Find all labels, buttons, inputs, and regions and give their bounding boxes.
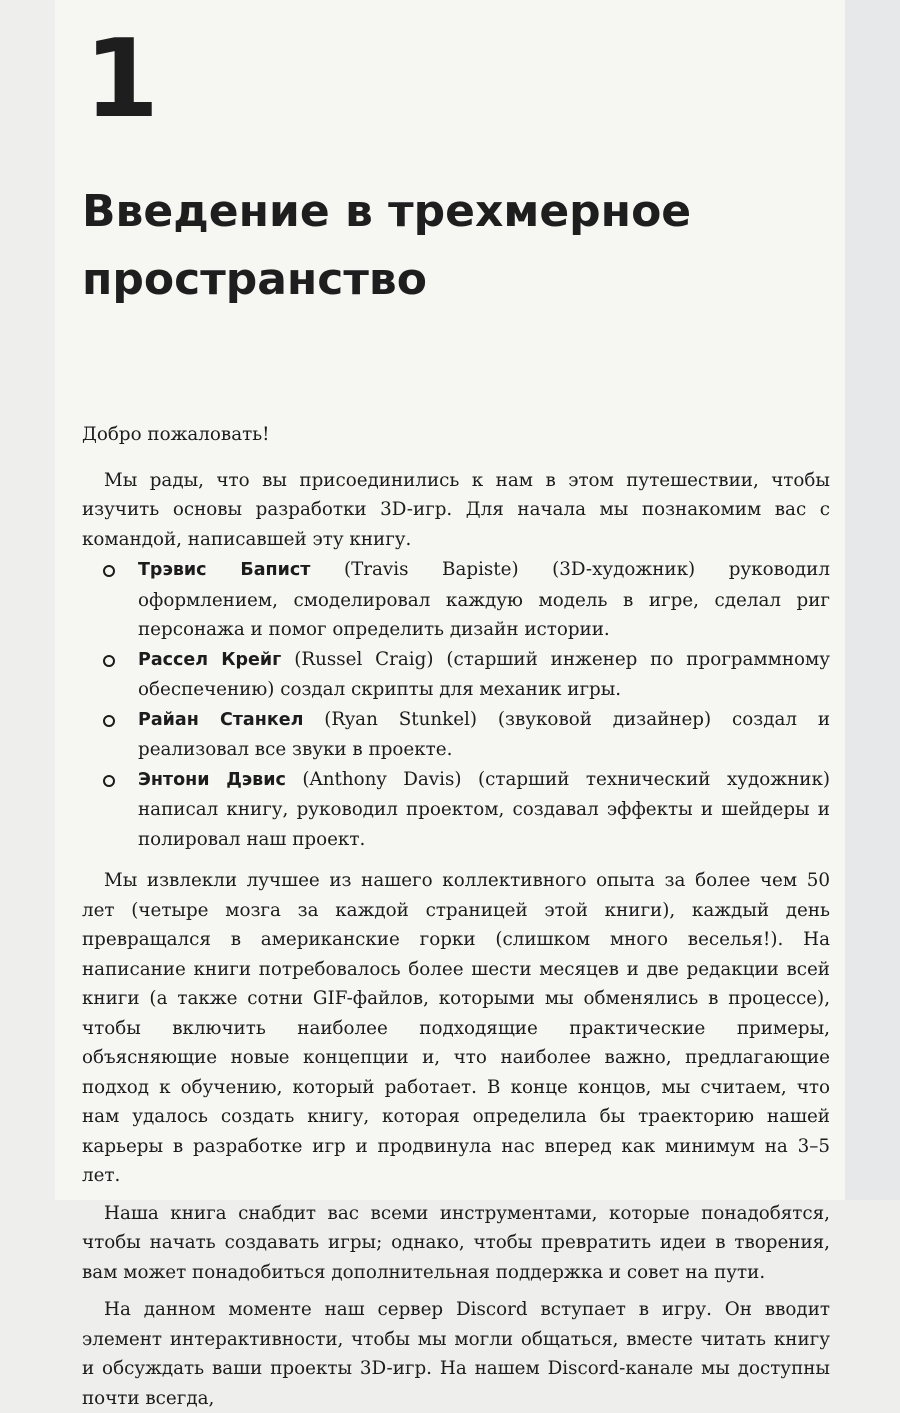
team-member-item — [138, 555, 830, 645]
bullet-circle-icon — [103, 655, 115, 667]
team-member-name: Рассел Крейг — [138, 649, 282, 670]
team-member-name: Энтони Дэвис — [138, 769, 286, 790]
team-member-description: (Travis Bapiste) (3D-художник) руководил оформлением, смоделировал каждую модель в игре, сделал риг персонажа и помог определить дизайн истории. — [138, 559, 830, 640]
chapter-number: 1 — [84, 17, 160, 142]
team-member-description: (Russel Craig) (старший инженер по программному обеспечению) создал скрипты для механик игры. — [138, 648, 830, 700]
bullet-circle-icon — [103, 715, 115, 727]
bullet-circle-icon — [103, 775, 115, 787]
team-member-description: (Anthony Davis) (старший технический художник) написал книгу, руководил проектом, создавал эффекты и шейдеры и полировал наш проект. — [138, 768, 831, 850]
greeting-line: Добро пожаловать! — [82, 424, 270, 445]
team-member-name: Райан Станкел — [138, 709, 304, 730]
intro-paragraph: Мы рады, что вы присоединились к нам в этом путешествии, чтобы изучить основы разработки 3D-игр. Для начала мы познакомим вас с командой, написавшей эту книгу. — [82, 469, 830, 550]
page-margin-background — [845, 0, 900, 1200]
chapter-title-line-2: пространство — [82, 254, 427, 305]
chapter-title-line-1: Введение в трехмерное — [82, 186, 692, 237]
experience-paragraph: Мы извлекли лучшее из нашего коллективного опыта за более чем 50 лет (четыре мозга за каждой страницей этой книги), каждый день превращался в американские горки (слишком много веселья!). На написание книги потребовалось более шести месяцев и две редакции всей книги (а также сотни GIF-файлов, которыми мы обменялись в процессе), чтобы включить наиболее подходящие практические примеры, объясняющие новые концепции и, что наиболее важно, предлагающие подход к обучению, который работает. В конце концов, мы считаем, что нам удалось создать книгу, которая определила бы траекторию нашей карьеры в разработке игр и продвинула нас вперед как минимум на 3–5 лет. — [82, 870, 830, 1186]
chapter-title — [82, 178, 782, 314]
discord-paragraph: На данном моменте наш сервер Discord вступает в игру. Он вводит элемент интерактивности, чтобы мы могли общаться, вместе читать книгу и обсуждать ваши проекты 3D-игр. На нашем Discord-канале мы доступны почти всегда, — [82, 1299, 830, 1409]
tools-paragraph: Наша книга снабдит вас всеми инструментами, которые понадобятся, чтобы начать создавать игры; однако, чтобы превратить идеи в творения, вам может понадобиться дополнительная поддержка и совет на пути. — [82, 1202, 830, 1283]
team-member-name: Трэвис Бапист — [138, 560, 311, 580]
team-member-item — [138, 765, 830, 855]
team-member-description: (Ryan Stunkel) (звуковой дизайнер) создал и реализовал все звуки в проекте. — [138, 708, 831, 760]
chapter-body — [82, 420, 830, 1413]
team-member-item — [138, 705, 830, 765]
bullet-circle-icon — [103, 565, 115, 577]
team-list — [82, 555, 830, 854]
team-member-item — [138, 645, 830, 705]
